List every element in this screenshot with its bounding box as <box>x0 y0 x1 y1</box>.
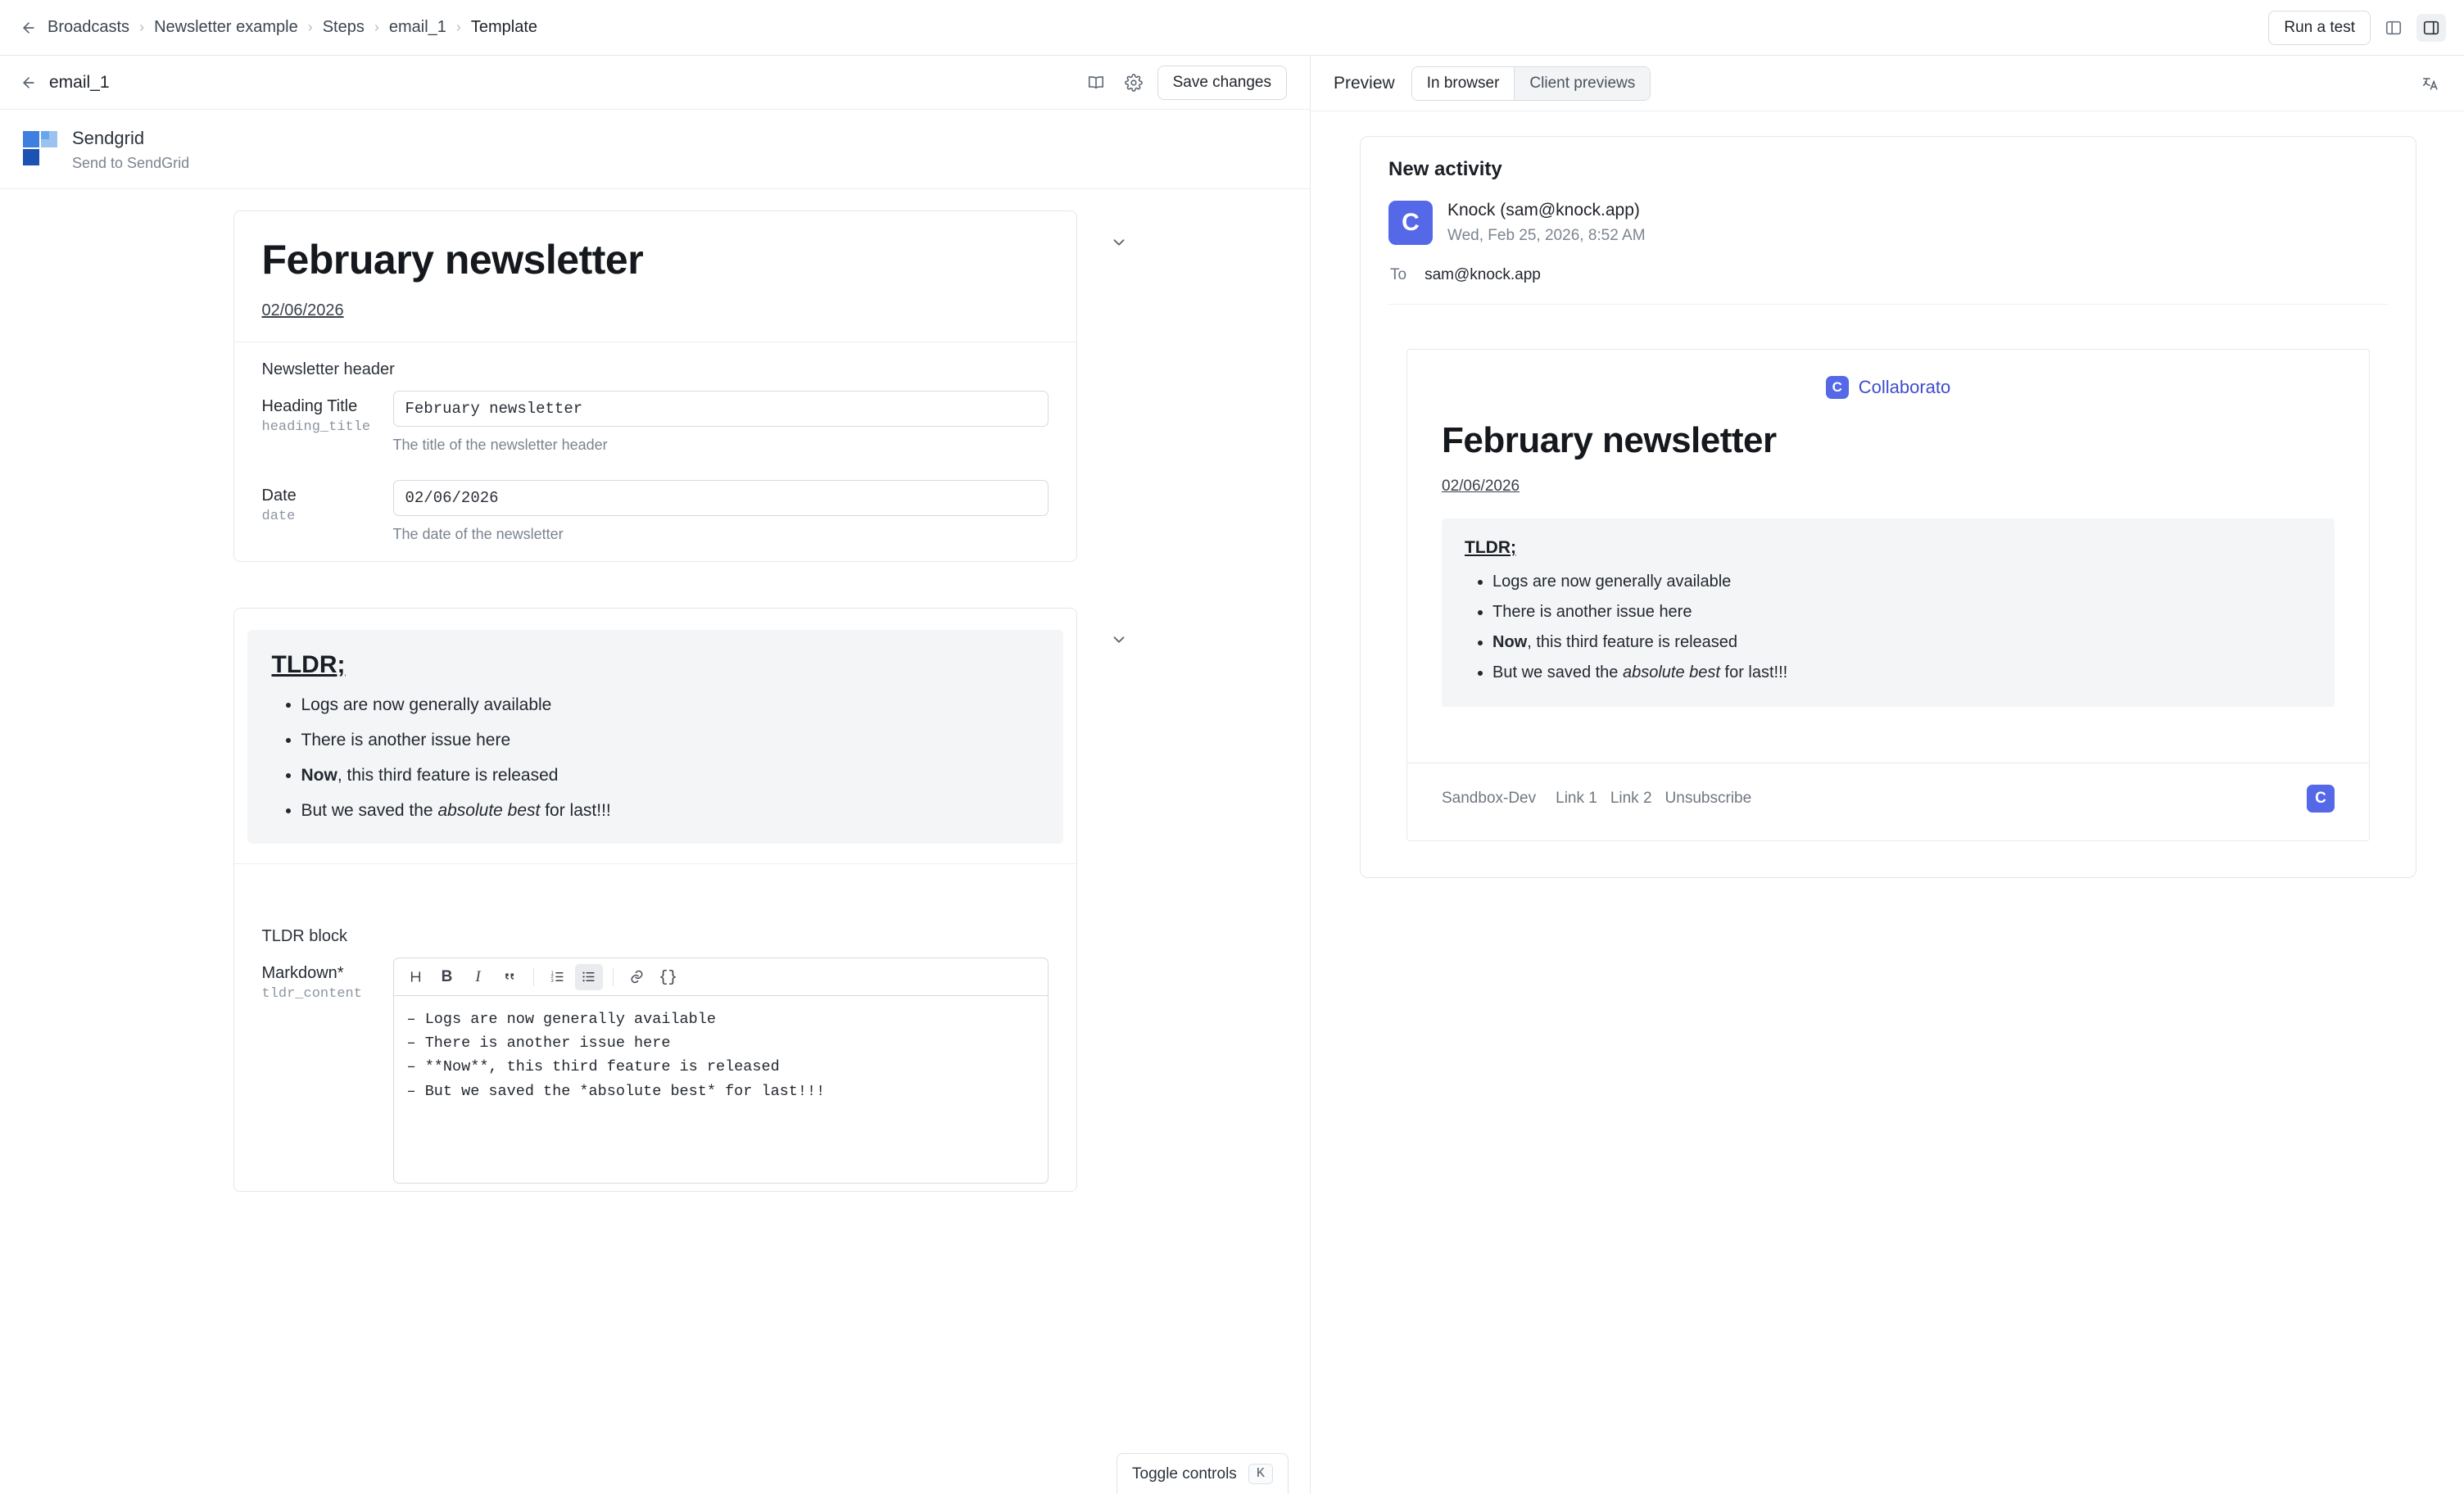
tldr-preview-box <box>247 630 1063 844</box>
italic-icon[interactable] <box>464 964 492 990</box>
email-brand <box>1407 350 2369 420</box>
markdown-toolbar <box>393 958 1049 995</box>
breadcrumb-item-newsletter-example[interactable]: Newsletter example <box>154 18 298 36</box>
sendgrid-logo-icon <box>23 131 57 165</box>
editor-pane <box>0 56 1311 1494</box>
message-sender <box>1388 201 2388 245</box>
breadcrumb-separator-3: › <box>374 19 379 35</box>
book-icon[interactable] <box>1082 69 1110 97</box>
field-label <box>262 480 393 524</box>
brand-badge-icon: C <box>1826 376 1849 399</box>
to-value: sam@knock.app <box>1424 266 1541 283</box>
list-item: • There is another issue here <box>301 731 1039 750</box>
field-body <box>393 958 1049 1188</box>
translate-icon[interactable] <box>2416 70 2444 97</box>
editor-header <box>0 56 1310 110</box>
panel-right-icon[interactable] <box>2416 14 2446 42</box>
field-body <box>393 480 1049 558</box>
block-tldr <box>233 608 1077 1192</box>
topbar <box>0 0 2464 56</box>
preview-body[interactable] <box>1311 111 2464 1494</box>
message-meta <box>1361 137 2416 305</box>
editor-header-actions <box>1082 66 1287 100</box>
variable-label: {} <box>659 967 677 986</box>
run-a-test-button[interactable]: Run a test <box>2268 11 2371 45</box>
chevron-down-icon[interactable] <box>1105 626 1133 654</box>
main-split <box>0 56 2464 1494</box>
toolbar-divider <box>613 968 614 986</box>
field-name: Heading Title <box>261 397 358 415</box>
block-newsletter-header <box>233 211 1077 562</box>
tab-client-previews[interactable]: Client previews <box>1514 67 1650 100</box>
email-tldr-list <box>1465 573 2312 682</box>
breadcrumb-item-template[interactable]: Template <box>470 18 538 36</box>
field-name: Date <box>261 487 297 505</box>
email-tldr-box <box>1442 518 2335 707</box>
section-label: TLDR block <box>261 927 347 945</box>
preview-header-actions <box>2416 70 2444 97</box>
markdown-textarea[interactable] <box>393 995 1049 1184</box>
breadcrumb <box>48 18 537 37</box>
footer-links <box>1556 790 1751 808</box>
bold-label: B <box>441 967 453 985</box>
email-footer <box>1407 763 2369 840</box>
field-markdown <box>234 949 1076 1191</box>
breadcrumb-item-broadcasts[interactable]: Broadcasts <box>48 18 130 36</box>
field-key: heading_title <box>261 419 371 435</box>
preview-header <box>1311 56 2464 111</box>
editor-scroll-area[interactable] <box>0 189 1310 1494</box>
preview-pane <box>1311 56 2464 1494</box>
page-title: email_1 <box>49 72 110 92</box>
preview-date: 02/06/2026 <box>261 301 344 319</box>
breadcrumb-item-email-1[interactable]: email_1 <box>388 18 446 36</box>
editor-back-button[interactable] <box>15 69 43 97</box>
breadcrumb-separator-4: › <box>455 19 461 35</box>
toolbar-divider <box>533 968 534 986</box>
channel-subtitle: Send to SendGrid <box>72 155 190 171</box>
field-label <box>262 391 393 435</box>
section-label: Newsletter header <box>261 360 395 378</box>
list-item: • Logs are now generally available <box>1492 573 2312 591</box>
svg-text:3: 3 <box>550 978 554 984</box>
panel-left-icon[interactable] <box>2379 14 2408 42</box>
italic-label: I <box>475 967 481 985</box>
breadcrumb-item-steps[interactable]: Steps <box>322 18 365 36</box>
message-from: Knock (sam@knock.app) <box>1447 201 1640 220</box>
topbar-actions <box>2268 11 2446 45</box>
field-date <box>234 472 1076 561</box>
channel-name: Sendgrid <box>72 128 145 148</box>
breadcrumb-separator-1: › <box>139 19 145 35</box>
field-heading-title <box>234 383 1076 472</box>
bullet-list-icon[interactable] <box>575 964 603 990</box>
chevron-down-icon[interactable] <box>1105 229 1133 256</box>
channel-summary <box>0 110 1310 189</box>
footer-env: Sandbox-Dev <box>1442 790 1537 807</box>
avatar: C <box>1388 201 1433 245</box>
sender-text <box>1447 201 1646 245</box>
list-item: • There is another issue here <box>1492 603 2312 622</box>
field-key: date <box>261 509 296 524</box>
field-help: The title of the newsletter header <box>392 437 608 453</box>
heading-icon[interactable] <box>402 964 430 990</box>
message-subject: New activity <box>1388 158 1502 180</box>
message-date: Wed, Feb 25, 2026, 8:52 AM <box>1447 227 1646 244</box>
block-card <box>233 608 1077 1192</box>
heading-title-input[interactable] <box>393 391 1049 427</box>
tldr-preview-title: TLDR; <box>271 651 346 678</box>
block-preview <box>234 630 1076 909</box>
ordered-list-icon[interactable] <box>544 964 572 990</box>
email-content <box>1407 420 2369 707</box>
channel-text <box>72 128 189 172</box>
email-body-frame <box>1406 349 2370 841</box>
variable-icon[interactable] <box>654 964 682 990</box>
preview-label: Preview <box>1334 73 1395 93</box>
email-render-area <box>1361 305 2416 877</box>
toggle-controls-label: Toggle controls <box>1132 1465 1237 1483</box>
list-item: • Now, this third feature is released <box>301 766 1039 785</box>
save-changes-button[interactable]: Save changes <box>1157 66 1287 100</box>
field-key: tldr_content <box>261 986 362 1002</box>
block-card <box>233 211 1077 562</box>
email-tldr-title: TLDR; <box>1465 538 1516 557</box>
list-item: • Now, this third feature is released <box>1492 633 2312 652</box>
to-label: To <box>1390 266 1407 283</box>
footer-link-unsubscribe[interactable]: Unsubscribe <box>1665 790 1752 807</box>
email-date: 02/06/2026 <box>1442 478 1520 495</box>
message-recipient <box>1390 266 2388 284</box>
back-button[interactable] <box>15 14 43 42</box>
toggle-controls-shortcut: K <box>1248 1464 1273 1484</box>
breadcrumb-separator-2: › <box>307 19 313 35</box>
footer-link-2[interactable]: Link 2 <box>1610 790 1652 807</box>
message-preview-card <box>1360 136 2416 878</box>
list-item: • Logs are now generally available <box>301 695 1039 715</box>
field-body <box>393 391 1049 469</box>
link-icon[interactable] <box>623 964 651 990</box>
svg-text:2: 2 <box>550 975 554 980</box>
preview-mode-tabs <box>1411 66 1651 101</box>
brand-name: Collaborato <box>1858 377 1951 397</box>
bold-icon[interactable] <box>433 964 461 990</box>
field-help: The date of the newsletter <box>392 526 564 542</box>
footer-link-1[interactable]: Link 1 <box>1556 790 1597 807</box>
gear-icon[interactable] <box>1120 69 1148 97</box>
block-spacer <box>234 863 1076 909</box>
block-preview <box>234 211 1076 342</box>
quote-icon[interactable] <box>496 964 523 990</box>
field-name: Markdown* <box>261 964 344 982</box>
list-item: • But we saved the absolute best for last!!! <box>301 801 1039 821</box>
footer-badge-icon: C <box>2307 785 2335 813</box>
tab-in-browser[interactable]: In browser <box>1412 67 1515 100</box>
svg-text:1: 1 <box>550 971 554 976</box>
toggle-controls-button[interactable] <box>1116 1453 1289 1494</box>
field-label <box>262 958 393 1002</box>
preview-heading: February newsletter <box>261 237 644 283</box>
email-heading: February newsletter <box>1442 420 1777 460</box>
list-item: • But we saved the absolute best for last!!! <box>1492 663 2312 682</box>
date-input[interactable] <box>393 480 1049 516</box>
tldr-preview-list <box>272 695 1039 821</box>
